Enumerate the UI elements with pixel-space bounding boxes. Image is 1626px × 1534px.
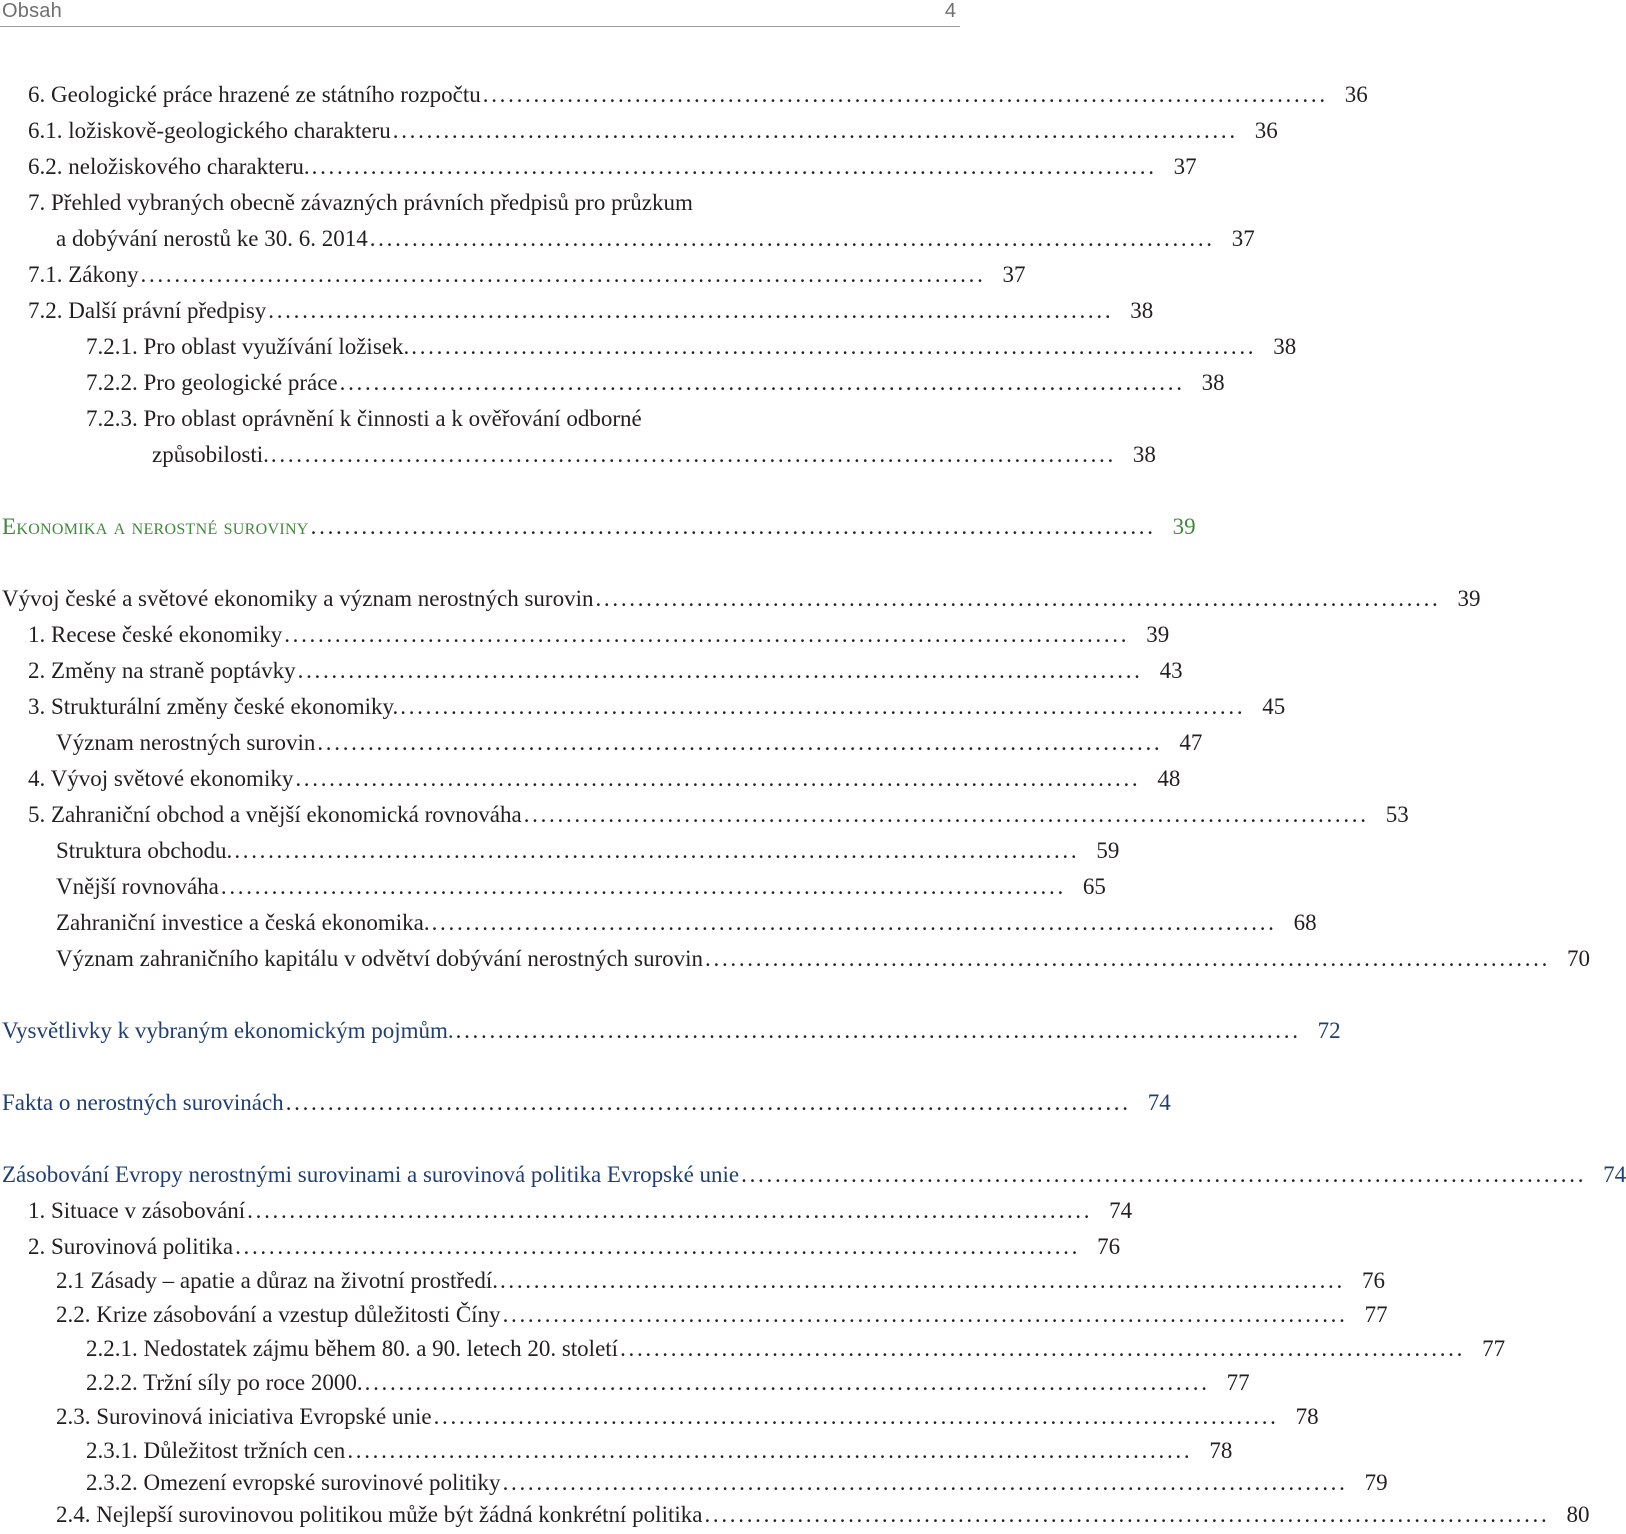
toc-entry[interactable] (0, 728, 1203, 758)
toc-entry-label: Zahraniční investice a česká ekonomika. (56, 910, 430, 935)
toc-entry-label: 7.2.1. Pro oblast využívání ložisek. (86, 334, 410, 359)
toc-entry[interactable] (0, 332, 1297, 362)
leader-dots: .................................................................................................... (400, 694, 1246, 719)
toc-entry-label: 2.2. Krize zásobování a vzestup důležitosti Číny (56, 1302, 501, 1327)
toc-entry[interactable] (0, 116, 1278, 146)
toc-entry-page: 76 (1361, 1268, 1385, 1293)
leader-dots: .................................................................................................... (705, 946, 1551, 971)
toc-entry-page: 80 (1566, 1502, 1590, 1527)
toc-section-heading[interactable] (0, 1016, 1341, 1046)
leader-dots: .................................................................................................... (433, 1404, 1279, 1429)
leader-dots: .................................................................................................... (235, 1234, 1081, 1259)
toc-entry[interactable] (0, 1300, 1388, 1330)
toc-entry-page: 53 (1385, 802, 1409, 827)
toc-section-label: Vysvětlivky k vybraným ekonomickým pojmům. (2, 1018, 454, 1043)
toc-entry-label: Vnější rovnováha (56, 874, 219, 899)
toc-entry-label: 6. Geologické práce hrazené ze státního rozpočtu (28, 82, 481, 107)
toc-entry-label: 2.3. Surovinová iniciativa Evropské unie (56, 1404, 432, 1429)
leader-dots: .................................................................................................... (595, 586, 1441, 611)
toc-entry-page: 43 (1159, 658, 1183, 683)
leader-dots: .................................................................................................... (295, 766, 1141, 791)
toc-entry[interactable] (0, 872, 1106, 902)
leader-dots: .................................................................................................... (317, 730, 1163, 755)
toc-entry[interactable] (0, 1368, 1250, 1398)
toc-entry-page: 38 (1132, 442, 1156, 467)
toc-entry[interactable] (0, 296, 1154, 326)
toc-entry-label: 2. Změny na straně poptávky (28, 658, 296, 683)
toc-entry-label: způsobilosti. (152, 442, 269, 467)
toc-entry-label: 4. Vývoj světové ekonomiky (28, 766, 294, 791)
header-title: Obsah (2, 0, 62, 22)
toc-entry-page: 74 (1603, 1162, 1626, 1187)
leader-dots: .................................................................................................... (347, 1438, 1193, 1463)
toc-entry-label: Vývoj české a světové ekonomiky a význam nerostných surovin (2, 586, 594, 611)
toc-entry-label: 6.1. ložiskově-geologického charakteru (28, 118, 391, 143)
toc-entry-page: 48 (1157, 766, 1181, 791)
toc-entry-label: Význam zahraničního kapitálu v odvětví dobývání nerostných surovin (56, 946, 704, 971)
toc-entry[interactable] (0, 584, 1481, 614)
leader-dots: .................................................................................................... (310, 514, 1156, 539)
toc-entry[interactable] (0, 1334, 1506, 1364)
toc-entry-label: 2. Surovinová politika (28, 1234, 234, 1259)
toc-entry[interactable] (0, 944, 1591, 974)
toc-entry-label: 2.3.1. Důležitost tržních cen (86, 1438, 346, 1463)
toc-entry-page: 38 (1130, 298, 1154, 323)
leader-dots: .................................................................................................... (297, 658, 1143, 683)
toc-entry-page: 59 (1096, 838, 1120, 863)
toc-entry-page: 76 (1097, 1234, 1121, 1259)
toc-entry-label: 5. Zahraniční obchod a vnější ekonomická rovnováha (28, 802, 522, 827)
toc-entry-page: 36 (1344, 82, 1368, 107)
leader-dots: .................................................................................................... (502, 1470, 1348, 1495)
leader-dots: .................................................................................................... (364, 1370, 1210, 1395)
toc-entry[interactable] (0, 1436, 1233, 1466)
leader-dots: .................................................................................................... (482, 82, 1328, 107)
header-page-number: 4 (944, 0, 956, 22)
leader-dots: .................................................................................................... (741, 1162, 1587, 1187)
toc-entry-page: 37 (1231, 226, 1255, 251)
toc-entry-page: 68 (1293, 910, 1317, 935)
leader-dots: .................................................................................................... (704, 1502, 1550, 1527)
toc-entry-continuation[interactable] (0, 440, 1156, 470)
leader-dots: .................................................................................................... (392, 118, 1238, 143)
toc-entry-continuation[interactable] (0, 224, 1255, 254)
toc-entry-label: 2.2.1. Nedostatek zájmu během 80. a 90. letech 20. století (86, 1336, 619, 1361)
toc-section-label: Fakta o nerostných surovinách (2, 1090, 284, 1115)
toc-entry[interactable] (0, 1402, 1319, 1432)
toc-entry-page: 36 (1254, 118, 1278, 143)
toc-entry[interactable] (0, 188, 960, 218)
leader-dots: .................................................................................................... (339, 370, 1185, 395)
toc-entry[interactable] (0, 620, 1170, 650)
toc-entry[interactable] (0, 260, 1026, 290)
leader-dots: .................................................................................................... (620, 1336, 1466, 1361)
toc-entry-label: 1. Recese české ekonomiky (28, 622, 283, 647)
leader-dots: .................................................................................................... (285, 1090, 1131, 1115)
toc-entry-page: 38 (1201, 370, 1225, 395)
toc-entry-page: 78 (1295, 1404, 1319, 1429)
toc-entry-label: Struktura obchodu. (56, 838, 233, 863)
toc-entry-page: 70 (1567, 946, 1591, 971)
toc-entry[interactable] (0, 1266, 1385, 1296)
toc-section-label: Ekonomika a nerostné suroviny (2, 514, 309, 539)
toc-entry[interactable] (0, 656, 1183, 686)
toc-entry-page: 39 (1172, 514, 1196, 539)
toc-entry-page: 74 (1147, 1090, 1171, 1115)
toc-section-label: Zásobování Evropy nerostnými surovinami a surovinová politika Evropské unie (2, 1162, 740, 1187)
toc-entry-label: 7.2.2. Pro geologické práce (86, 370, 338, 395)
toc-entry-page: 45 (1262, 694, 1286, 719)
toc-entry[interactable] (0, 404, 960, 434)
leader-dots: .................................................................................................... (311, 154, 1157, 179)
toc-entry[interactable] (0, 80, 1368, 110)
leader-dots: .................................................................................................... (234, 838, 1080, 863)
leader-dots: .................................................................................................... (270, 442, 1116, 467)
toc-entry-label: 2.3.2. Omezení evropské surovinové politiky (86, 1470, 501, 1495)
leader-dots: .................................................................................................... (502, 1302, 1348, 1327)
leader-dots: .................................................................................................... (455, 1018, 1301, 1043)
toc-entry[interactable] (0, 1232, 1121, 1262)
toc-entry-page: 39 (1457, 586, 1481, 611)
toc-entry[interactable] (0, 692, 1286, 722)
toc-entry-label: a dobývání nerostů ke 30. 6. 2014 (56, 226, 368, 251)
leader-dots: .................................................................................................... (369, 226, 1215, 251)
toc-entry-label: 7. Přehled vybraných obecně závazných právních předpisů pro průzkum (28, 190, 693, 215)
toc-entry-page: 47 (1179, 730, 1203, 755)
toc-entry-page: 77 (1364, 1302, 1388, 1327)
toc-entry-label: 2.4. Nejlepší surovinovou politikou může být žádná konkrétní politika (56, 1502, 703, 1527)
toc-entry-page: 37 (1173, 154, 1197, 179)
toc-entry[interactable] (0, 908, 1317, 938)
leader-dots: .................................................................................................... (247, 1198, 1093, 1223)
leader-dots: .................................................................................................... (140, 262, 986, 287)
toc-entry-label: 1. Situace v zásobování (28, 1198, 246, 1223)
leader-dots: .................................................................................................... (284, 622, 1130, 647)
toc-section-heading[interactable] (0, 1160, 1626, 1190)
toc-entry[interactable] (0, 1468, 1388, 1498)
toc-entry-page: 77 (1482, 1336, 1506, 1361)
toc-entry-label: 7.2.3. Pro oblast oprávnění k činnosti a k ověřování odborné (86, 406, 642, 431)
toc-entry[interactable] (0, 152, 1197, 182)
toc-entry-page: 37 (1002, 262, 1026, 287)
toc-section-heading[interactable] (0, 1088, 1171, 1118)
toc-entry-page: 79 (1364, 1470, 1388, 1495)
leader-dots: .................................................................................................... (523, 802, 1369, 827)
toc-entry[interactable] (0, 800, 1409, 830)
toc-entry[interactable] (0, 836, 1120, 866)
toc-entry-label: 7.2. Další právní předpisy (28, 298, 267, 323)
toc-entry[interactable] (0, 368, 1225, 398)
toc-section-heading[interactable] (0, 512, 1196, 542)
toc-entry-page: 72 (1317, 1018, 1341, 1043)
leader-dots: .................................................................................................... (431, 910, 1277, 935)
leader-dots: .................................................................................................... (411, 334, 1257, 359)
leader-dots: .................................................................................................... (268, 298, 1114, 323)
toc-entry-label: 7.1. Zákony (28, 262, 139, 287)
toc-entry[interactable] (0, 1196, 1133, 1226)
toc-entry-page: 38 (1273, 334, 1297, 359)
toc-entry-label: Význam nerostných surovin (56, 730, 316, 755)
toc-entry-page: 39 (1146, 622, 1170, 647)
toc-entry-label: 6.2. neložiskového charakteru. (28, 154, 310, 179)
toc-entry-label: 2.2.2. Tržní síly po roce 2000. (86, 1370, 363, 1395)
leader-dots: .................................................................................................... (220, 874, 1066, 899)
toc-entry-label: 3. Strukturální změny české ekonomiky. (28, 694, 399, 719)
toc-entry-page: 74 (1109, 1198, 1133, 1223)
toc-entry-page: 78 (1209, 1438, 1233, 1463)
toc-entry[interactable] (0, 764, 1181, 794)
toc-entry-page: 77 (1226, 1370, 1250, 1395)
toc-entry-label: 2.1 Zásady – apatie a důraz na životní prostředí. (56, 1268, 498, 1293)
toc-entry-page: 65 (1082, 874, 1106, 899)
toc-entry[interactable] (0, 1500, 1590, 1530)
leader-dots: .................................................................................................... (499, 1268, 1345, 1293)
